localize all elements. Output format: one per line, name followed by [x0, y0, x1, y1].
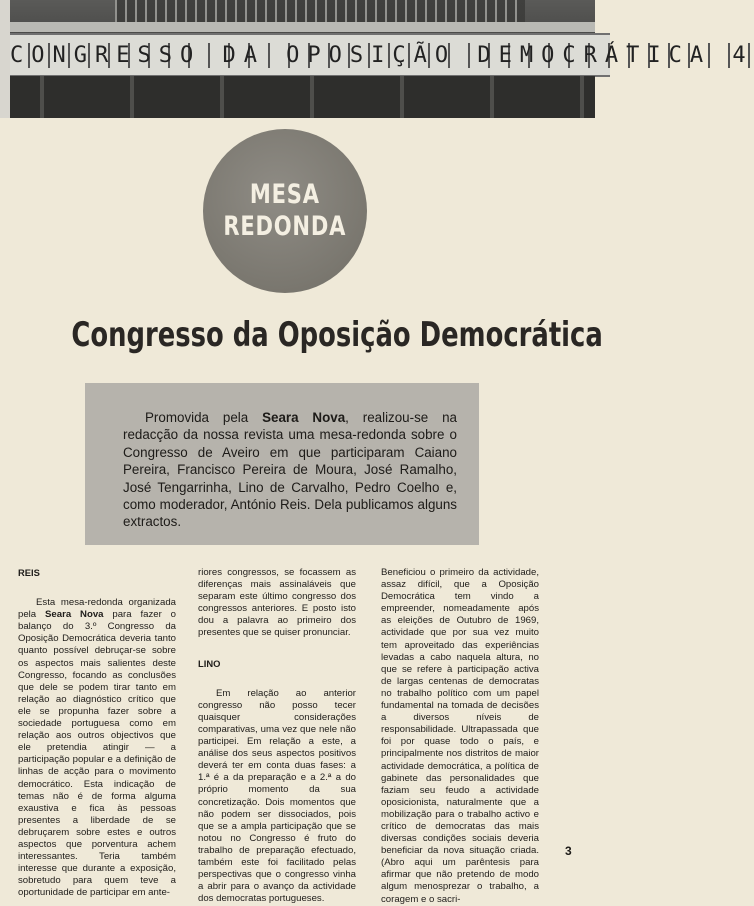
- intro-rest: , realizou-se na redacção da nossa revista uma mesa-redonda sobre o Congresso de Aveiro em que participaram Caiano Pereira, Francisco Pereira de Moura, José Ramalho, José Tengarrinha, Lino de Carvalho, Pedro Coelho e, como moderador, António Reis. Dela publicamos alguns extractos.: [123, 410, 457, 530]
- col3-paragraph: Beneficiou o primeiro da actividade, assaz difícil, que a Oposição Democrática tem vindo a empreender, nomeadamente após as eleições de Outubro de 1969, actividade que por sua vez muito tem aproveitado das experiências levadas a cabo naquela altura, no que se refere à participação activa de largas centenas de democratas no trabalho político com um papel fundamental na tomada de decisões a diversos níveis de responsabilidade. Ultrapassada que foi por quase todo o país, e principalmente nos distritos de maior actividade democrática, a política de gabinete das personalidades que faziam seu feudo a actividade oposicionista, naturalmente que a mobilização para o trabalho activo e crítico de democratas das mais diversas condições sociais deveria beneficiar da nova situação criada. (Abro aqui um parêntesis para afirmar que não pretendo de modo algum menosprezar o trabalho, a coragem e o sacri-: [381, 567, 539, 905]
- col2-continuation: riores congressos, se focassem as diferenças mais assinaláveis que separam este último congresso dos congressos anteriores. E posto isto dou a palavra ao primeiro dos presentes que se quiser pronunciar.: [198, 567, 356, 639]
- column-1: [18, 567, 176, 899]
- reis-text-a: Esta mesa-redonda organizada pela: [18, 597, 176, 621]
- intro-box: [85, 383, 479, 545]
- column-2: [198, 567, 356, 905]
- intro-text: [123, 409, 457, 531]
- speaker-label-lino: LINO: [198, 657, 221, 669]
- badge-line-1: MESA: [250, 179, 320, 210]
- article-title: Congresso da Oposição Democrática: [71, 315, 603, 355]
- reis-text-b: para fazer o balanço do 3.º Congresso da Oposição Democrática deveria tanto quanto possível debruçar-se sobre os aspectos mais salientes deste Congresso, focando as conclusões que dele se podem tirar tanto em relação ao diagnóstico crítico que ele se propunha fazer sobre a sociedade portuguesa como em relação aos outros objectivos que ele pretendia atingir — a participação popular e a definição de linhas de acção para o movimento democrático. Esta indicação de temas não é de forma alguma exaustiva e fica às pessoas presentes a liberdade de se debruçarem sobre estes e outros aspectos que porventura achem interessantes. Teria também interesse que durante a exposição, sobretudo para quem teve a oportunidade de participar em ante-: [18, 609, 176, 899]
- section-badge: [203, 129, 367, 293]
- banner-text: CONGRESSO DA OPOSIÇÃO DEMOCRÁTICA 4: [0, 43, 754, 68]
- congress-banner: [0, 33, 754, 77]
- lino-paragraph: Em relação ao anterior congresso não posso tecer quaisquer considerações comparativas, uma vez que nele não participei. Em relação a este, a análise dos seus aspectos positivos deverá ter em conta duas fases: a 1.ª é a da preparação e a 2.ª a do próprio momento da sua concretização. Dois momentos que não podem ser dissociados, pois que se a ampla participação que se notou no Congresso é fruto do trabalho de preparação efectuado, também este foi facilitado pelas perspectivas que o congresso vinha a abrir para o avanço da actividade dos democratas portugueses.: [198, 687, 356, 905]
- header-photo: [0, 0, 754, 118]
- page-number: 3: [565, 844, 572, 858]
- column-3: [381, 567, 539, 906]
- building-facade: [0, 76, 595, 118]
- reis-paragraph: [18, 597, 176, 899]
- photo-edge: [0, 0, 10, 118]
- intro-magazine-name: Seara Nova: [262, 410, 346, 425]
- balcony-ledge: [0, 22, 595, 32]
- reis-magazine-name: Seara Nova: [45, 609, 104, 621]
- balcony-railing: [115, 0, 525, 24]
- speaker-label-reis: REIS: [18, 567, 40, 578]
- intro-lead: Promovida pela: [145, 410, 263, 425]
- badge-line-2: REDONDA: [223, 211, 347, 242]
